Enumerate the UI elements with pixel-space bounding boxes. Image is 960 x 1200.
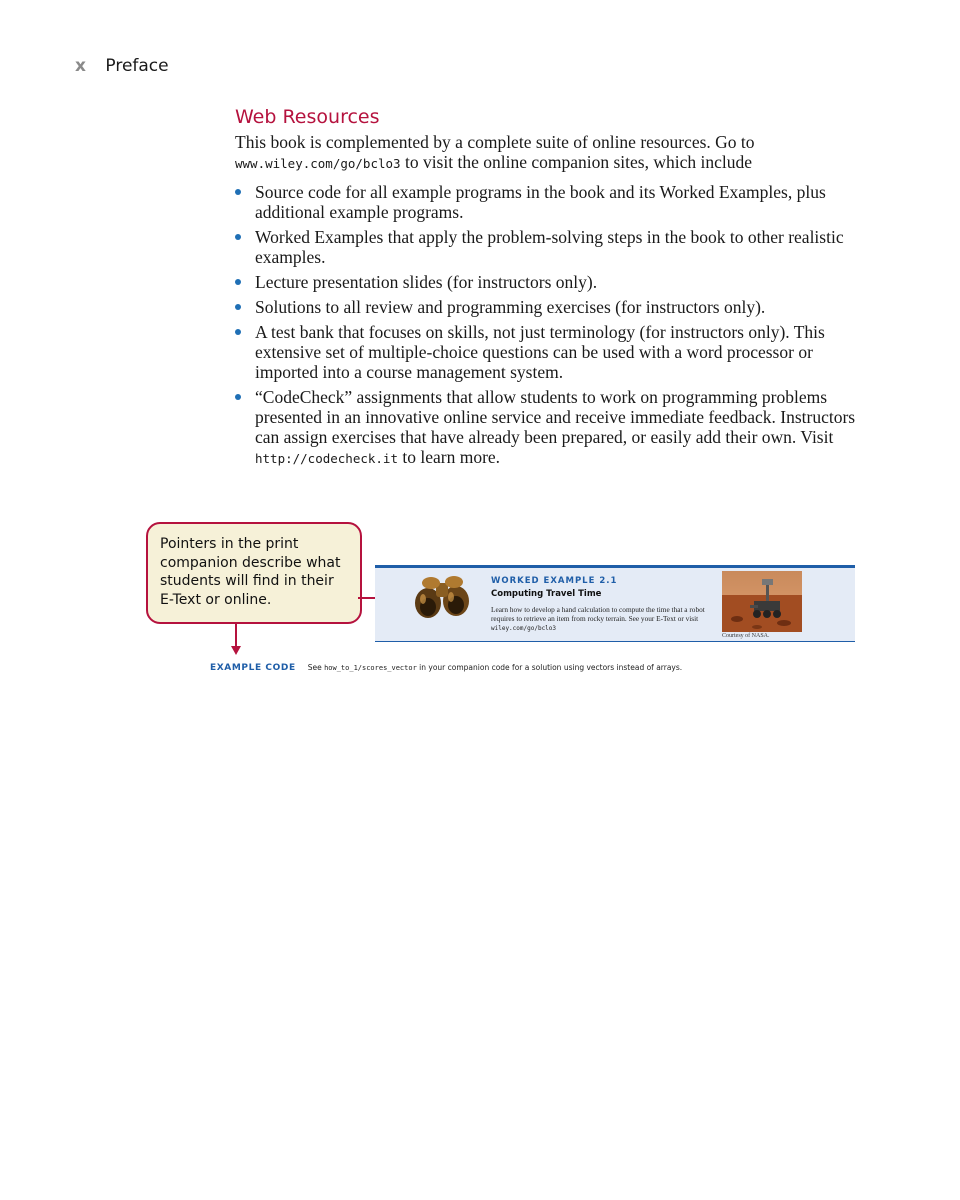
worked-example-label: WORKED EXAMPLE 2.1 xyxy=(491,576,618,586)
codecheck-url: http://codecheck.it xyxy=(255,451,398,466)
list-item-text: Worked Examples that apply the problem-solving steps in the book to other realistic examples. xyxy=(255,227,844,267)
running-head-title: Preface xyxy=(105,56,169,76)
list-item-text-end: to learn more. xyxy=(398,447,501,467)
intro-url: www.wiley.com/go/bclo3 xyxy=(235,156,401,171)
intro-text-end: to visit the online companion sites, which include xyxy=(400,152,752,172)
worked-example-url: wiley.com/go/bclo3 xyxy=(491,625,557,632)
bullet-icon xyxy=(235,279,241,285)
worked-example-description xyxy=(491,605,716,633)
example-code-text-start: See xyxy=(307,663,325,672)
list-item xyxy=(235,182,860,222)
intro-paragraph xyxy=(235,132,860,174)
list-item-text: Source code for all example programs in the book and its Worked Examples, plus additional example programs. xyxy=(255,182,826,222)
example-code-text-end: in your companion code for a solution using vectors instead of arrays. xyxy=(416,663,683,672)
example-code-note xyxy=(210,663,682,673)
list-item xyxy=(235,297,860,317)
bullet-icon xyxy=(235,234,241,240)
page-header xyxy=(75,56,169,76)
section-title: Web Resources xyxy=(235,106,380,128)
photo-credit: Courtesy of NASA. xyxy=(722,633,770,639)
page-number: x xyxy=(75,56,86,76)
worked-example-desc-text: Learn how to develop a hand calculation to compute the time that a robot requires to retrieve an item from rocky terrain. See your E-Text or visit xyxy=(491,605,705,623)
arrow-head-down-icon xyxy=(231,646,241,655)
intro-text: This book is complemented by a complete suite of online resources. Go to xyxy=(235,132,755,152)
binoculars-icon xyxy=(411,573,473,621)
list-item xyxy=(235,227,860,267)
list-item xyxy=(235,322,860,382)
list-item-text: A test bank that focuses on skills, not just terminology (for instructors only). This extensive set of multiple-choice questions can be used with a word processor or imported into a course management system. xyxy=(255,322,825,382)
resource-list xyxy=(235,182,860,474)
example-code-path: how_to_1/scores_vector xyxy=(324,664,417,672)
list-item-text: Solutions to all review and programming exercises (for instructors only). xyxy=(255,297,766,317)
mars-rover-photo xyxy=(722,571,802,632)
bullet-icon xyxy=(235,394,241,400)
list-item xyxy=(235,272,860,292)
bullet-icon xyxy=(235,329,241,335)
list-item-text: “CodeCheck” assignments that allow students to work on programming problems presented in an innovative online service and receive immediate feedback. Instructors can assign exercises that have already been prepared, or easily add their own. Visit xyxy=(255,387,856,447)
list-item-text: Lecture presentation slides (for instructors only). xyxy=(255,272,598,292)
worked-example-box xyxy=(375,565,855,642)
bullet-icon xyxy=(235,304,241,310)
worked-example-title: Computing Travel Time xyxy=(491,589,602,599)
list-item xyxy=(235,387,860,469)
bullet-icon xyxy=(235,189,241,195)
callout-bubble: Pointers in the print companion describe what students will find in their E-Text or online. xyxy=(146,522,362,624)
example-code-label: EXAMPLE CODE xyxy=(210,663,296,673)
example-code-text xyxy=(308,663,682,672)
callout-arrow-down xyxy=(235,622,237,648)
